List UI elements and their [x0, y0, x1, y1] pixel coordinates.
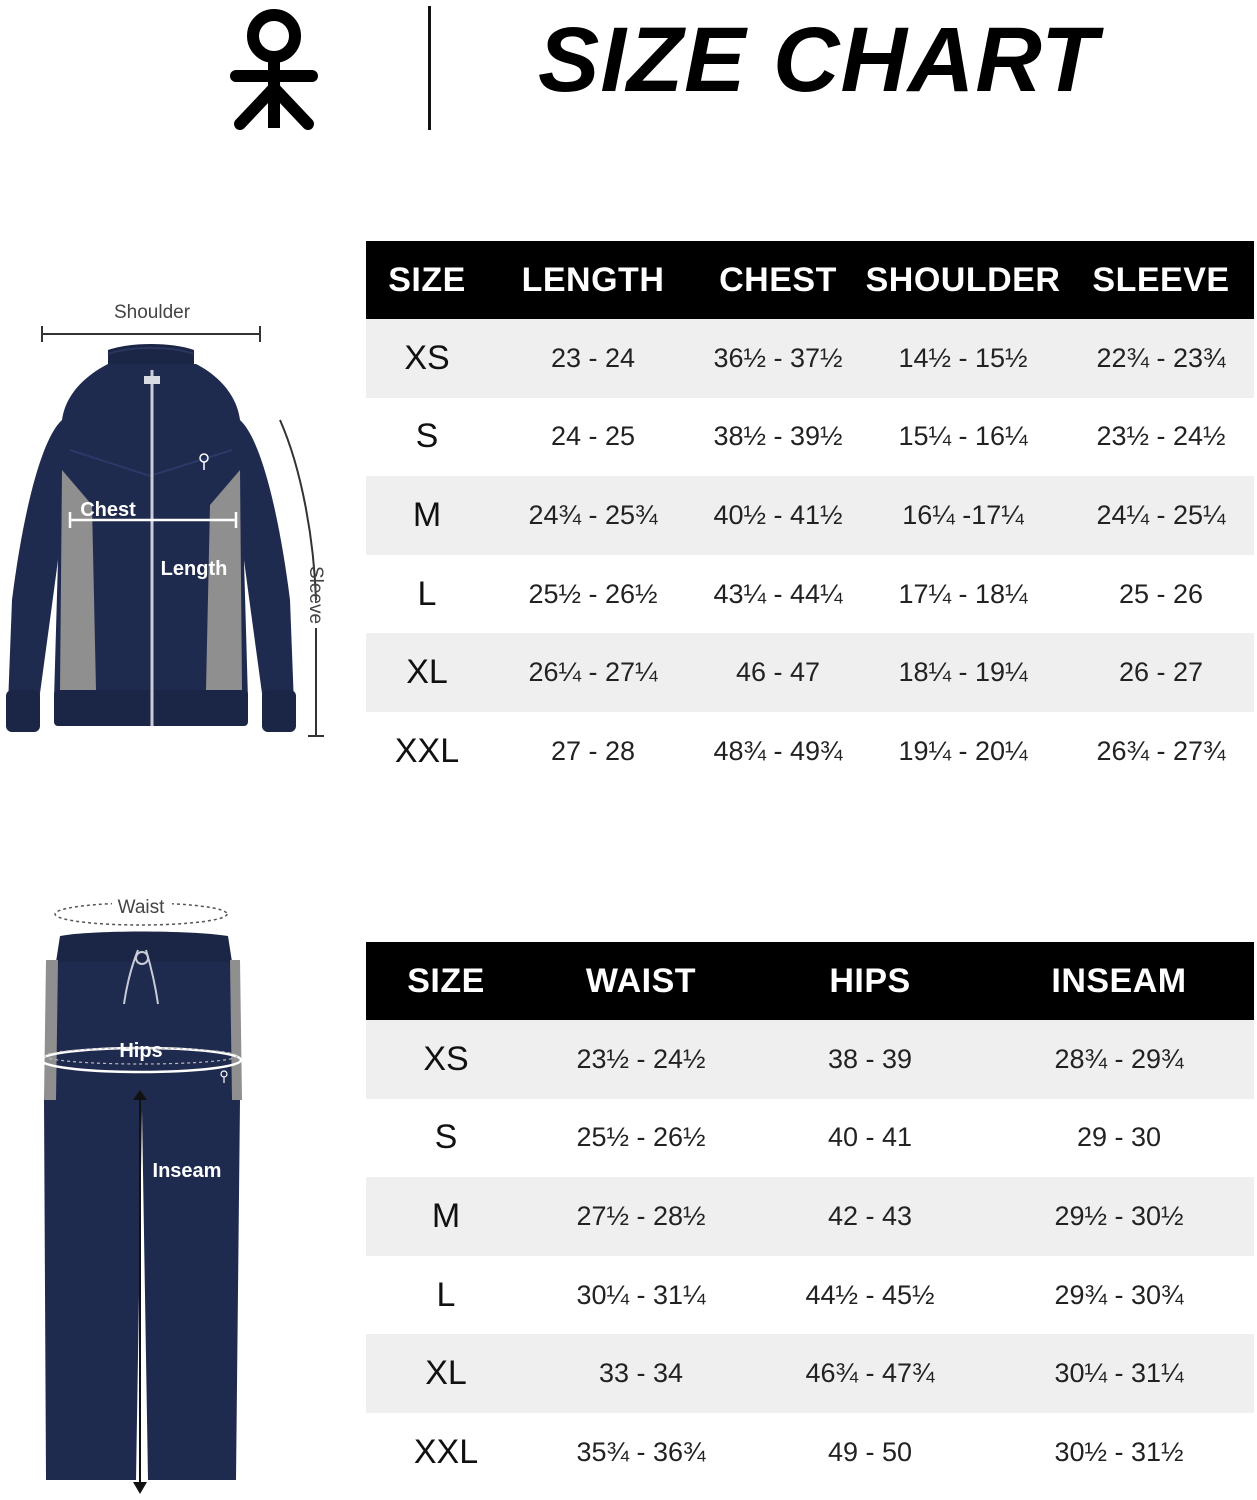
shoulder-cell: 15¼ - 16¼: [858, 398, 1068, 477]
waist-cell: 23½ - 24½: [526, 1020, 756, 1099]
chest-cell: 38½ - 39½: [698, 398, 858, 477]
table-header-row: [366, 241, 1254, 319]
table-row: [366, 1334, 1254, 1413]
size-cell: S: [366, 1099, 526, 1178]
size-cell: XXL: [366, 1413, 526, 1492]
length-cell: 25½ - 26½: [488, 555, 698, 634]
chest-label: Chest: [80, 499, 136, 521]
column-header-size: SIZE: [366, 241, 488, 319]
waist-cell: 35¾ - 36¾: [526, 1413, 756, 1492]
column-header-size: SIZE: [366, 942, 526, 1020]
size-cell: M: [366, 476, 488, 555]
column-header-sleeve: SLEEVE: [1068, 241, 1254, 319]
shoulder-label: Shoulder: [113, 302, 191, 323]
bottoms-size-table: [366, 942, 1254, 1492]
length-cell: 24 - 25: [488, 398, 698, 477]
column-header-hips: HIPS: [756, 942, 984, 1020]
table-row: [366, 398, 1254, 477]
tops-size-table: [366, 241, 1254, 791]
column-header-length: LENGTH: [488, 241, 698, 319]
hips-label: Hips: [119, 1040, 163, 1062]
ok-brand-logo-icon: [228, 4, 320, 132]
shoulder-cell: 17¼ - 18¼: [858, 555, 1068, 634]
sleeve-label: Sleeve: [305, 565, 326, 625]
table-row: [366, 476, 1254, 555]
table-row: [366, 712, 1254, 791]
shoulder-cell: 18¼ - 19¼: [858, 633, 1068, 712]
column-header-waist: WAIST: [526, 942, 756, 1020]
table-row: [366, 555, 1254, 634]
shoulder-cell: 16¼ -17¼: [858, 476, 1068, 555]
chest-cell: 48¾ - 49¾: [698, 712, 858, 791]
table-row: [366, 319, 1254, 398]
sleeve-cell: 24¼ - 25¼: [1068, 476, 1254, 555]
waist-cell: 30¼ - 31¼: [526, 1256, 756, 1335]
sleeve-cell: 22¾ - 23¾: [1068, 319, 1254, 398]
shoulder-cell: 19¼ - 20¼: [858, 712, 1068, 791]
hips-cell: 46¾ - 47¾: [756, 1334, 984, 1413]
table-row: [366, 1256, 1254, 1335]
waist-cell: 33 - 34: [526, 1334, 756, 1413]
waist-label: Waist: [117, 897, 165, 918]
size-cell: XS: [366, 319, 488, 398]
chest-cell: 43¼ - 44¼: [698, 555, 858, 634]
jacket-measurement-illustration: [0, 290, 340, 750]
table-row: [366, 1020, 1254, 1099]
sleeve-cell: 26¾ - 27¾: [1068, 712, 1254, 791]
size-cell: XS: [366, 1020, 526, 1099]
hips-cell: 49 - 50: [756, 1413, 984, 1492]
header-divider: [428, 6, 431, 130]
hips-cell: 42 - 43: [756, 1177, 984, 1256]
table-row: [366, 1177, 1254, 1256]
table-row: [366, 1099, 1254, 1178]
inseam-cell: 29 - 30: [984, 1099, 1254, 1178]
size-cell: XL: [366, 1334, 526, 1413]
page-title: SIZE CHART: [538, 9, 1099, 111]
sleeve-cell: 26 - 27: [1068, 633, 1254, 712]
hips-cell: 44½ - 45½: [756, 1256, 984, 1335]
hips-cell: 38 - 39: [756, 1020, 984, 1099]
chest-cell: 40½ - 41½: [698, 476, 858, 555]
length-label: Length: [160, 558, 228, 580]
column-header-inseam: INSEAM: [984, 942, 1254, 1020]
inseam-cell: 29¾ - 30¾: [984, 1256, 1254, 1335]
size-cell: M: [366, 1177, 526, 1256]
size-cell: XL: [366, 633, 488, 712]
hips-cell: 40 - 41: [756, 1099, 984, 1178]
table-row: [366, 633, 1254, 712]
sleeve-cell: 25 - 26: [1068, 555, 1254, 634]
size-cell: L: [366, 1256, 526, 1335]
shoulder-cell: 14½ - 15½: [858, 319, 1068, 398]
column-header-chest: CHEST: [698, 241, 858, 319]
length-cell: 24¾ - 25¾: [488, 476, 698, 555]
size-cell: XXL: [366, 712, 488, 791]
chest-cell: 46 - 47: [698, 633, 858, 712]
pants-measurement-illustration: [30, 890, 250, 1500]
size-cell: L: [366, 555, 488, 634]
length-cell: 26¼ - 27¼: [488, 633, 698, 712]
length-cell: 23 - 24: [488, 319, 698, 398]
inseam-cell: 30¼ - 31¼: [984, 1334, 1254, 1413]
inseam-cell: 28¾ - 29¾: [984, 1020, 1254, 1099]
waist-cell: 25½ - 26½: [526, 1099, 756, 1178]
column-header-shoulder: SHOULDER: [858, 241, 1068, 319]
inseam-cell: 30½ - 31½: [984, 1413, 1254, 1492]
inseam-label: Inseam: [152, 1160, 222, 1182]
size-cell: S: [366, 398, 488, 477]
table-row: [366, 1413, 1254, 1492]
table-header-row: [366, 942, 1254, 1020]
sleeve-cell: 23½ - 24½: [1068, 398, 1254, 477]
inseam-cell: 29½ - 30½: [984, 1177, 1254, 1256]
waist-cell: 27½ - 28½: [526, 1177, 756, 1256]
chest-cell: 36½ - 37½: [698, 319, 858, 398]
length-cell: 27 - 28: [488, 712, 698, 791]
